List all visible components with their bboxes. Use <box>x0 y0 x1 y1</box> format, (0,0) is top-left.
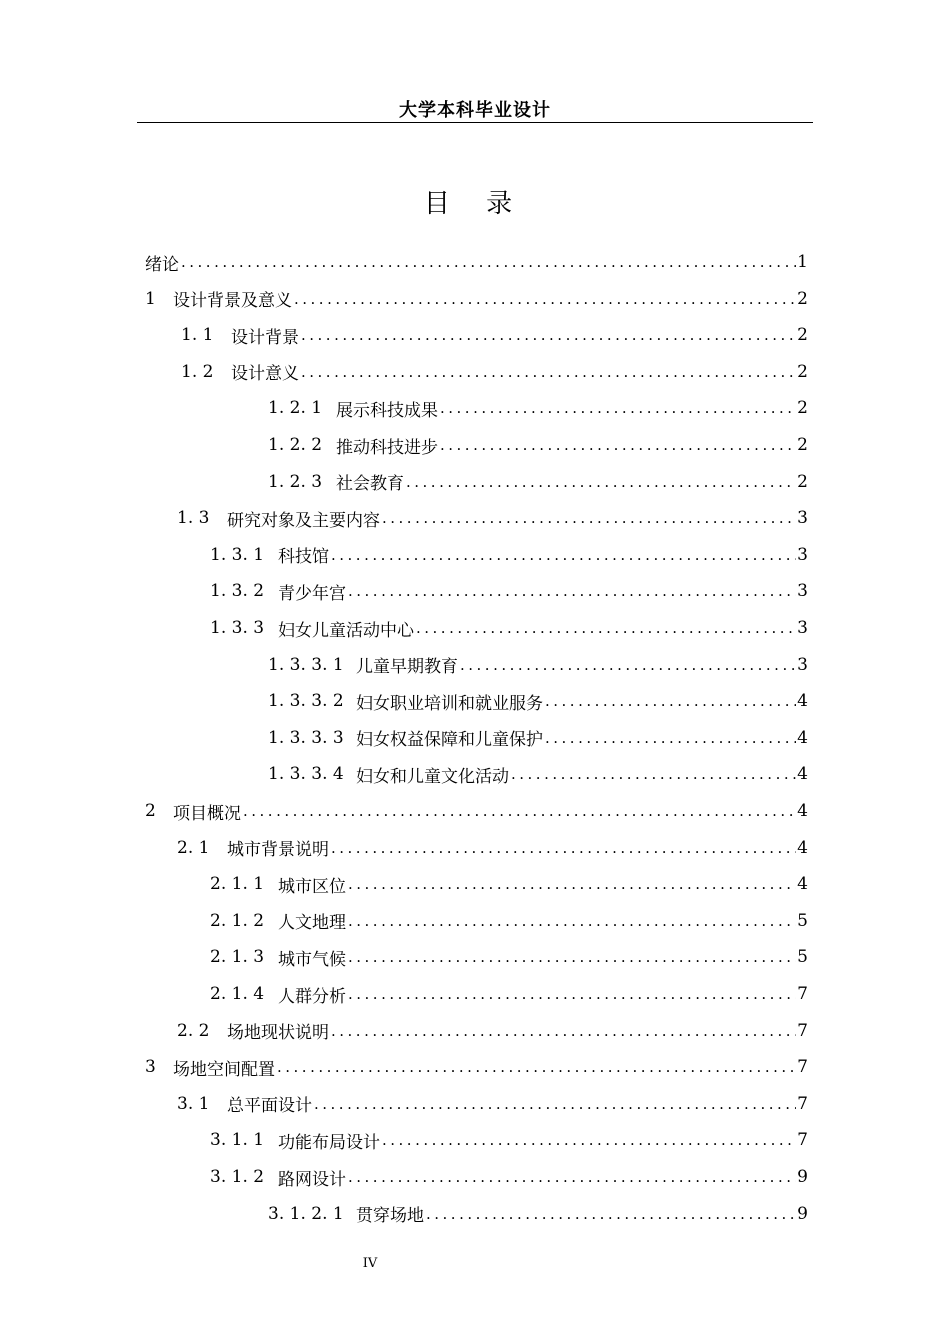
toc-leader-dots <box>301 326 796 344</box>
toc-leader-dots <box>426 1205 796 1223</box>
toc-entry-label: 社会教育 <box>336 474 404 495</box>
toc-entry-label: 青少年宫 <box>278 583 346 604</box>
toc-entry-page: 4 <box>797 691 808 712</box>
toc-entry-page: 4 <box>797 801 808 821</box>
toc-entry-number: 1. 3. 3 <box>210 618 265 638</box>
toc-entry-page: 2 <box>797 471 808 492</box>
toc-entry-page: 9 <box>797 1203 808 1224</box>
toc-entry-number: 1. 2. 3 <box>268 471 323 492</box>
toc-entry-number: 1. 2. 1 <box>268 398 323 419</box>
toc-entry-number: 2. 1. 3 <box>210 947 265 968</box>
toc-entry-number: 1. 2 <box>181 361 214 382</box>
toc-entry-number: 1. 2. 2 <box>268 435 323 455</box>
toc-leader-dots <box>277 1058 796 1076</box>
toc-leader-dots <box>545 692 796 710</box>
toc-entry[interactable] <box>268 427 808 463</box>
toc-entry-page: 4 <box>797 727 808 748</box>
toc-entry-label: 设计意义 <box>231 364 299 385</box>
toc-entry-label: 路网设计 <box>278 1169 346 1190</box>
toc-entry-page: 4 <box>797 874 808 895</box>
toc-leader-dots <box>545 729 796 747</box>
toc-leader-dots <box>440 399 796 417</box>
toc-entry-page: 7 <box>797 1020 808 1041</box>
toc-entry-number: 1. 1 <box>181 325 214 346</box>
toc-entry-number: 2. 1. 1 <box>210 874 265 895</box>
toc-entry-page: 7 <box>797 1057 808 1078</box>
toc-entry-number: 1 <box>145 288 156 309</box>
toc-entry-page: 7 <box>797 984 808 1004</box>
toc-entry[interactable] <box>210 537 808 573</box>
toc-entry-page: 7 <box>797 1093 808 1114</box>
toc-title: 目 录 <box>423 189 527 219</box>
toc-entry[interactable] <box>210 573 808 609</box>
toc-leader-dots <box>348 912 796 930</box>
toc-entry-page: 2 <box>797 398 808 419</box>
toc-entry-label: 研究对象及主要内容 <box>227 510 380 531</box>
toc-entry-number: 1. 3. 3. 3 <box>268 727 344 748</box>
toc-entry[interactable] <box>177 500 808 536</box>
toc-entry-page: 2 <box>797 325 808 346</box>
toc-entry-number: 2 <box>145 801 156 821</box>
toc-entry-number: 3. 1 <box>177 1093 210 1114</box>
toc-entry-label: 城市气候 <box>278 949 346 970</box>
toc-leader-dots <box>294 290 796 308</box>
toc-leader-dots <box>301 363 796 381</box>
toc-entry[interactable] <box>268 647 808 683</box>
toc-leader-dots <box>348 875 796 893</box>
toc-entry-number: 1. 3. 3. 2 <box>268 691 344 712</box>
toc-entry-number: 1. 3. 1 <box>210 544 265 565</box>
toc-entry-label: 妇女和儿童文化活动 <box>356 766 509 787</box>
toc-entry[interactable] <box>268 1196 808 1232</box>
toc-leader-dots <box>406 473 796 491</box>
toc-entry-label: 科技馆 <box>278 547 329 568</box>
toc-entry[interactable] <box>268 390 808 426</box>
toc-entry-page: 5 <box>797 947 808 968</box>
toc-entry-page: 3 <box>797 581 808 602</box>
toc-entry[interactable] <box>145 281 808 317</box>
toc-entry-label: 场地现状说明 <box>227 1023 329 1044</box>
footer-page-number: IV <box>362 1256 378 1271</box>
toc-entry-label: 人文地理 <box>278 913 346 934</box>
toc-entry-page: 7 <box>797 1130 808 1151</box>
toc-entry-page: 3 <box>797 544 808 565</box>
toc-entry-number: 1. 3 <box>177 508 210 529</box>
toc-entry[interactable] <box>268 464 808 500</box>
toc-entry[interactable] <box>145 793 808 829</box>
toc-entry[interactable] <box>268 756 808 792</box>
toc-entry-page: 2 <box>797 435 808 455</box>
toc-leader-dots <box>243 802 796 820</box>
toc-entry-label: 推动科技进步 <box>336 437 438 458</box>
toc-leader-dots <box>416 619 796 637</box>
toc-leader-dots <box>348 1168 796 1186</box>
toc-entry[interactable] <box>210 866 808 902</box>
toc-entry[interactable] <box>268 683 808 719</box>
header-rule <box>137 122 813 123</box>
toc-entry[interactable] <box>177 1086 808 1122</box>
toc-entry[interactable] <box>181 354 808 390</box>
toc-entry[interactable] <box>181 317 808 353</box>
toc-entry-label: 贯穿场地 <box>356 1206 424 1227</box>
toc-leader-dots <box>382 1131 796 1149</box>
toc-entry[interactable] <box>177 830 808 866</box>
toc-entry-label: 绪论 <box>145 254 179 275</box>
toc-entry-label: 场地空间配置 <box>173 1059 275 1080</box>
toc-leader-dots <box>348 948 796 966</box>
toc-entry-number: 2. 1 <box>177 837 210 858</box>
toc-entry-page: 1 <box>797 252 808 272</box>
toc-entry-label: 设计背景及意义 <box>173 291 292 312</box>
toc-entry-page: 4 <box>797 837 808 858</box>
toc-leader-dots <box>348 985 796 1003</box>
toc-entry[interactable] <box>145 1049 808 1085</box>
running-header-title: 大学本科毕业设计 <box>399 100 551 121</box>
toc-entry-label: 妇女权益保障和儿童保护 <box>356 730 543 751</box>
toc-leader-dots <box>511 765 796 783</box>
toc-entry-number: 3 <box>145 1057 156 1078</box>
toc-entry-label: 城市区位 <box>278 876 346 897</box>
toc-entry-label: 展示科技成果 <box>336 400 438 421</box>
toc-entry[interactable] <box>145 244 808 280</box>
toc-entry[interactable] <box>210 939 808 975</box>
toc-entry[interactable] <box>177 1013 808 1049</box>
toc-entry-number: 2. 2 <box>177 1020 210 1041</box>
toc-entry-label: 儿童早期教育 <box>356 657 458 678</box>
toc-entry[interactable] <box>210 976 808 1012</box>
toc-entry[interactable] <box>210 1159 808 1195</box>
toc-leader-dots <box>331 839 796 857</box>
toc-entry-page: 9 <box>797 1167 808 1187</box>
toc-entry-number: 1. 3. 3. 1 <box>268 654 344 675</box>
toc-leader-dots <box>440 436 796 454</box>
toc-entry-number: 1. 3. 3. 4 <box>268 764 344 785</box>
toc-leader-dots <box>331 1022 796 1040</box>
toc-entry[interactable] <box>210 903 808 939</box>
toc-entry-page: 3 <box>797 618 808 638</box>
toc-entry-label: 设计背景 <box>231 327 299 348</box>
toc-entry-label: 人群分析 <box>278 986 346 1007</box>
toc-leader-dots <box>348 582 796 600</box>
toc-entry[interactable] <box>268 720 808 756</box>
toc-leader-dots <box>382 509 796 527</box>
toc-entry-page: 4 <box>797 764 808 785</box>
toc-entry-page: 2 <box>797 361 808 382</box>
toc-entry-number: 3. 1. 2 <box>210 1167 265 1187</box>
toc-entry-page: 3 <box>797 654 808 675</box>
toc-entry[interactable] <box>210 1122 808 1158</box>
toc-leader-dots <box>314 1095 796 1113</box>
toc-entry-number: 3. 1. 2. 1 <box>268 1203 344 1224</box>
toc-entry-label: 城市背景说明 <box>227 840 329 861</box>
toc-entry-number: 1. 3. 2 <box>210 581 265 602</box>
toc-entry-number: 2. 1. 2 <box>210 910 265 931</box>
toc-entry-label: 总平面设计 <box>227 1096 312 1117</box>
toc-entry-label: 妇女儿童活动中心 <box>278 620 414 641</box>
toc-entry-page: 5 <box>797 910 808 931</box>
toc-entry-page: 3 <box>797 508 808 529</box>
toc-entry[interactable] <box>210 610 808 646</box>
toc-entry-number: 3. 1. 1 <box>210 1130 265 1151</box>
toc-entry-label: 项目概况 <box>173 803 241 824</box>
toc-leader-dots <box>460 656 796 674</box>
toc-entry-label: 功能布局设计 <box>278 1132 380 1153</box>
toc-leader-dots <box>181 253 796 271</box>
toc-entry-label: 妇女职业培训和就业服务 <box>356 693 543 714</box>
toc-entry-page: 2 <box>797 288 808 309</box>
toc-leader-dots <box>331 546 796 564</box>
toc-entry-number: 2. 1. 4 <box>210 984 265 1004</box>
